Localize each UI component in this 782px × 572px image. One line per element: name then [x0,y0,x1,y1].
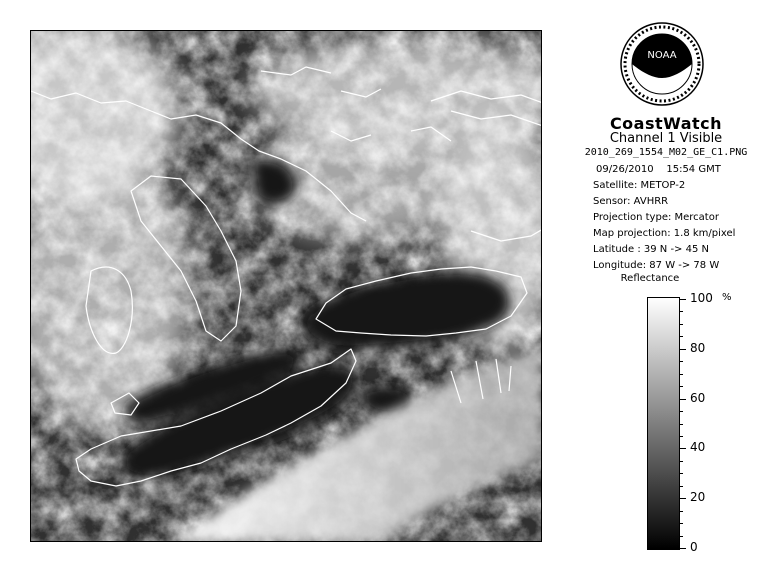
satellite-image [30,30,542,542]
colorbar-tick-label: 100 [690,291,713,305]
colorbar-minor-tick [680,311,683,312]
colorbar-tick-label: 80 [690,340,706,355]
datetime-label: 09/26/2010 15:54 GMT [596,164,721,175]
colorbar-minor-tick [680,486,683,487]
map-projection-label: Map projection: 1.8 km/pixel [593,228,736,239]
colorbar-minor-tick [680,324,683,325]
longitude-label: Longitude: 87 W -> 78 W [593,260,720,271]
colorbar-minor-tick [680,436,683,437]
colorbar-minor-tick [680,424,683,425]
projection-type-label: Projection type: Mercator [593,212,719,223]
colorbar-major-tick [680,349,686,350]
colorbar-minor-tick [680,523,683,524]
colorbar-major-tick [680,399,686,400]
colorbar-title: Reflectance [620,273,680,284]
colorbar-minor-tick [680,511,683,512]
filename-label: 2010_269_1554_M02_GE_C1.PNG [584,147,748,158]
satellite-map-svg [31,31,542,542]
colorbar-major-tick [680,448,686,449]
colorbar-minor-tick [680,374,683,375]
colorbar-tick-label: 60 [690,390,706,405]
colorbar-minor-tick [680,361,683,362]
noaa-logo [620,22,704,106]
brand-title: CoastWatch [609,114,723,133]
colorbar-minor-tick [680,473,683,474]
colorbar-minor-tick [680,386,683,387]
colorbar-minor-tick [680,411,683,412]
colorbar-unit: % [722,292,732,303]
colorbar-minor-tick [680,461,683,462]
colorbar-major-tick [680,548,686,549]
colorbar [647,297,680,550]
colorbar-minor-tick [680,336,683,337]
channel-label: Channel 1 Visible [609,131,723,146]
satellite-label: Satellite: METOP-2 [593,180,686,191]
colorbar-tick-label: 20 [690,490,706,505]
latitude-label: Latitude : 39 N -> 45 N [593,244,709,255]
svg-text:NOAA: NOAA [647,50,677,61]
colorbar-tick-label: 40 [690,440,706,455]
sensor-label: Sensor: AVHRR [593,196,669,207]
colorbar-minor-tick [680,536,683,537]
colorbar-tick-label: 0 [690,540,698,554]
colorbar-major-tick [680,498,686,499]
colorbar-major-tick [680,299,686,300]
